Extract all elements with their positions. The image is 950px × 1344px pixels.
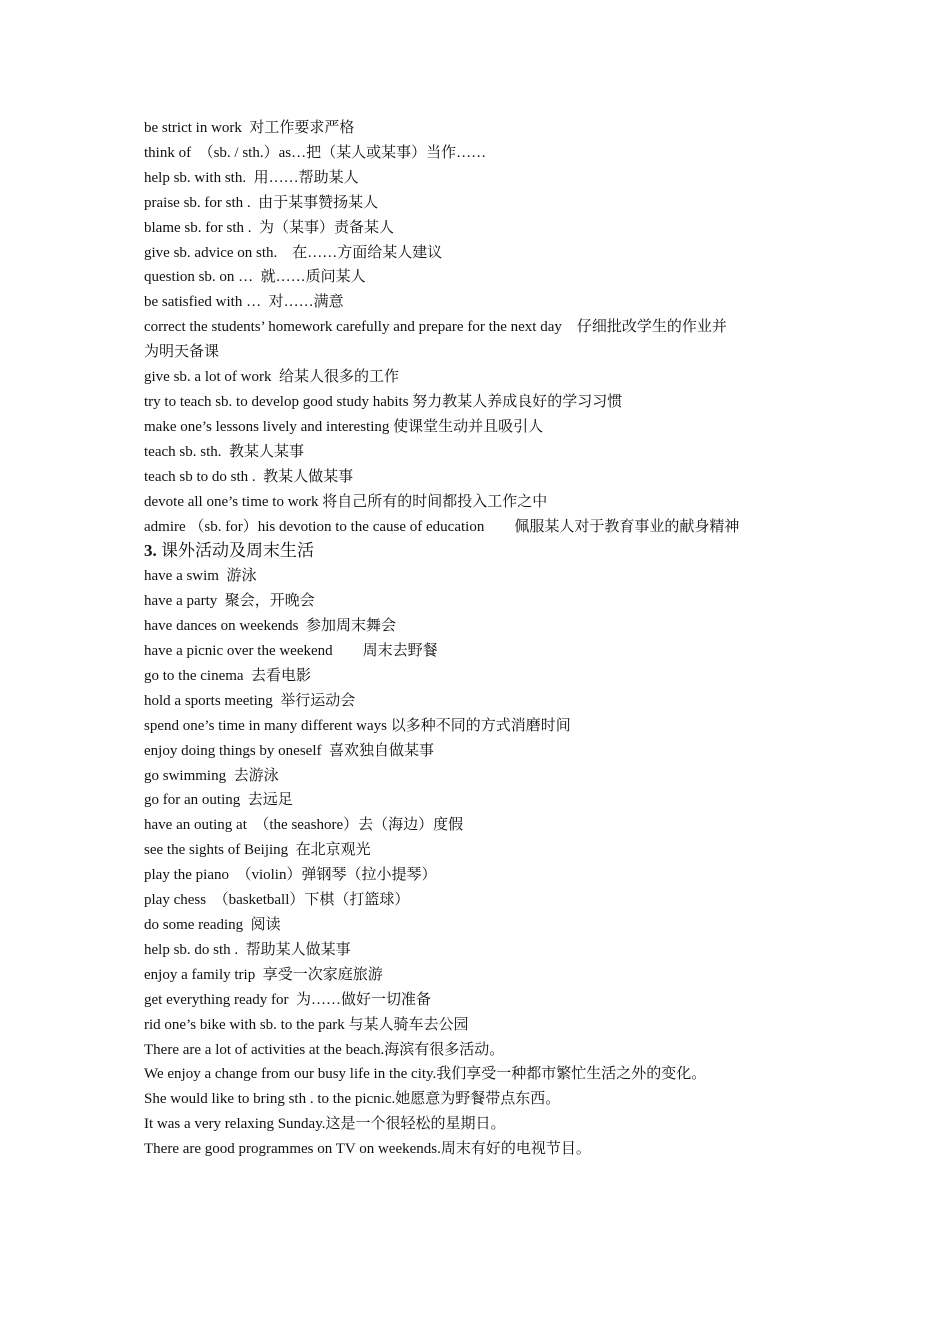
- phrase-line: admire （sb. for）his devotion to the cause of education 佩服某人对于教育事业的献身精神: [144, 518, 740, 535]
- phrase-line: spend one’s time in many different ways 以多种不同的方式消磨时间: [144, 717, 571, 734]
- phrase-line: hold a sports meeting 举行运动会: [144, 692, 356, 709]
- phrase-line: teach sb to do sth . 教某人做某事: [144, 468, 354, 485]
- phrase-line: enjoy a family trip 享受一次家庭旅游: [144, 966, 383, 983]
- document-page: [144, 116, 824, 1162]
- section-number: 3.: [144, 541, 157, 561]
- phrase-line: give sb. a lot of work 给某人很多的工作: [144, 369, 399, 386]
- phrase-line: go to the cinema 去看电影: [144, 667, 312, 684]
- phrase-line: blame sb. for sth . 为（某事）责备某人: [144, 219, 394, 236]
- phrase-line: get everything ready for 为……做好一切准备: [144, 991, 432, 1008]
- phrase-line: teach sb. sth. 教某人某事: [144, 443, 304, 460]
- phrase-line: play the piano （violin）弹钢琴（拉小提琴）: [144, 867, 437, 884]
- phrase-line: help sb. do sth . 帮助某人做某事: [144, 941, 351, 958]
- example-sentence: It was a very relaxing Sunday.这是一个很轻松的星期日。: [144, 1116, 506, 1133]
- section-title: 课外活动及周末生活: [161, 541, 314, 561]
- phrase-line: try to teach sb. to develop good study habits 努力教某人养成良好的学习习惯: [144, 393, 623, 410]
- phrase-list-teaching: [144, 116, 824, 539]
- phrase-line: play chess （basketball）下棋（打篮球）: [144, 892, 410, 909]
- phrase-line: have an outing at （the seashore）去（海边）度假: [144, 817, 464, 834]
- phrase-line: think of （sb. / sth.）as…把（某人或某事）当作……: [144, 144, 487, 161]
- phrase-line: 为明天备课: [144, 344, 220, 361]
- example-sentence: She would like to bring sth . to the picnic.她愿意为野餐带点东西。: [144, 1091, 561, 1108]
- phrase-line: help sb. with sth. 用……帮助某人: [144, 169, 359, 186]
- section-heading: [144, 539, 824, 564]
- phrase-line: see the sights of Beijing 在北京观光: [144, 842, 371, 859]
- phrase-list-activities: [144, 564, 824, 1162]
- phrase-line: have a picnic over the weekend 周末去野餐: [144, 643, 438, 660]
- phrase-line: have a swim 游泳: [144, 568, 257, 585]
- phrase-line: praise sb. for sth . 由于某事赞扬某人: [144, 194, 379, 211]
- phrase-line: rid one’s bike with sb. to the park 与某人骑车去公园: [144, 1016, 469, 1033]
- phrase-line: have a party 聚会，开晚会: [144, 593, 315, 610]
- phrase-line: go swimming 去游泳: [144, 767, 279, 784]
- phrase-line: make one’s lessons lively and interesting 使课堂生动并且吸引人: [144, 418, 544, 435]
- example-sentence: There are good programmes on TV on weekends.周末有好的电视节目。: [144, 1141, 591, 1158]
- phrase-line: be strict in work 对工作要求严格: [144, 120, 355, 136]
- phrase-line: go for an outing 去远足: [144, 792, 293, 809]
- phrase-line: do some reading 阅读: [144, 917, 281, 933]
- phrase-line: correct the students’ homework carefully and prepare for the next day 仔细批改学生的作业并: [144, 319, 727, 336]
- example-sentence: We enjoy a change from our busy life in the city.我们享受一种都市繁忙生活之外的变化。: [144, 1066, 707, 1083]
- phrase-line: give sb. advice on sth. 在……方面给某人建议: [144, 244, 443, 261]
- phrase-line: devote all one’s time to work 将自己所有的时间都投入工作之中: [144, 493, 548, 510]
- phrase-line: be satisfied with … 对……满意: [144, 294, 344, 311]
- phrase-line: enjoy doing things by oneself 喜欢独自做某事: [144, 742, 434, 759]
- phrase-line: question sb. on … 就……质问某人: [144, 269, 366, 286]
- phrase-line: have dances on weekends 参加周末舞会: [144, 618, 397, 635]
- example-sentence: There are a lot of activities at the beach.海滨有很多活动。: [144, 1041, 505, 1058]
